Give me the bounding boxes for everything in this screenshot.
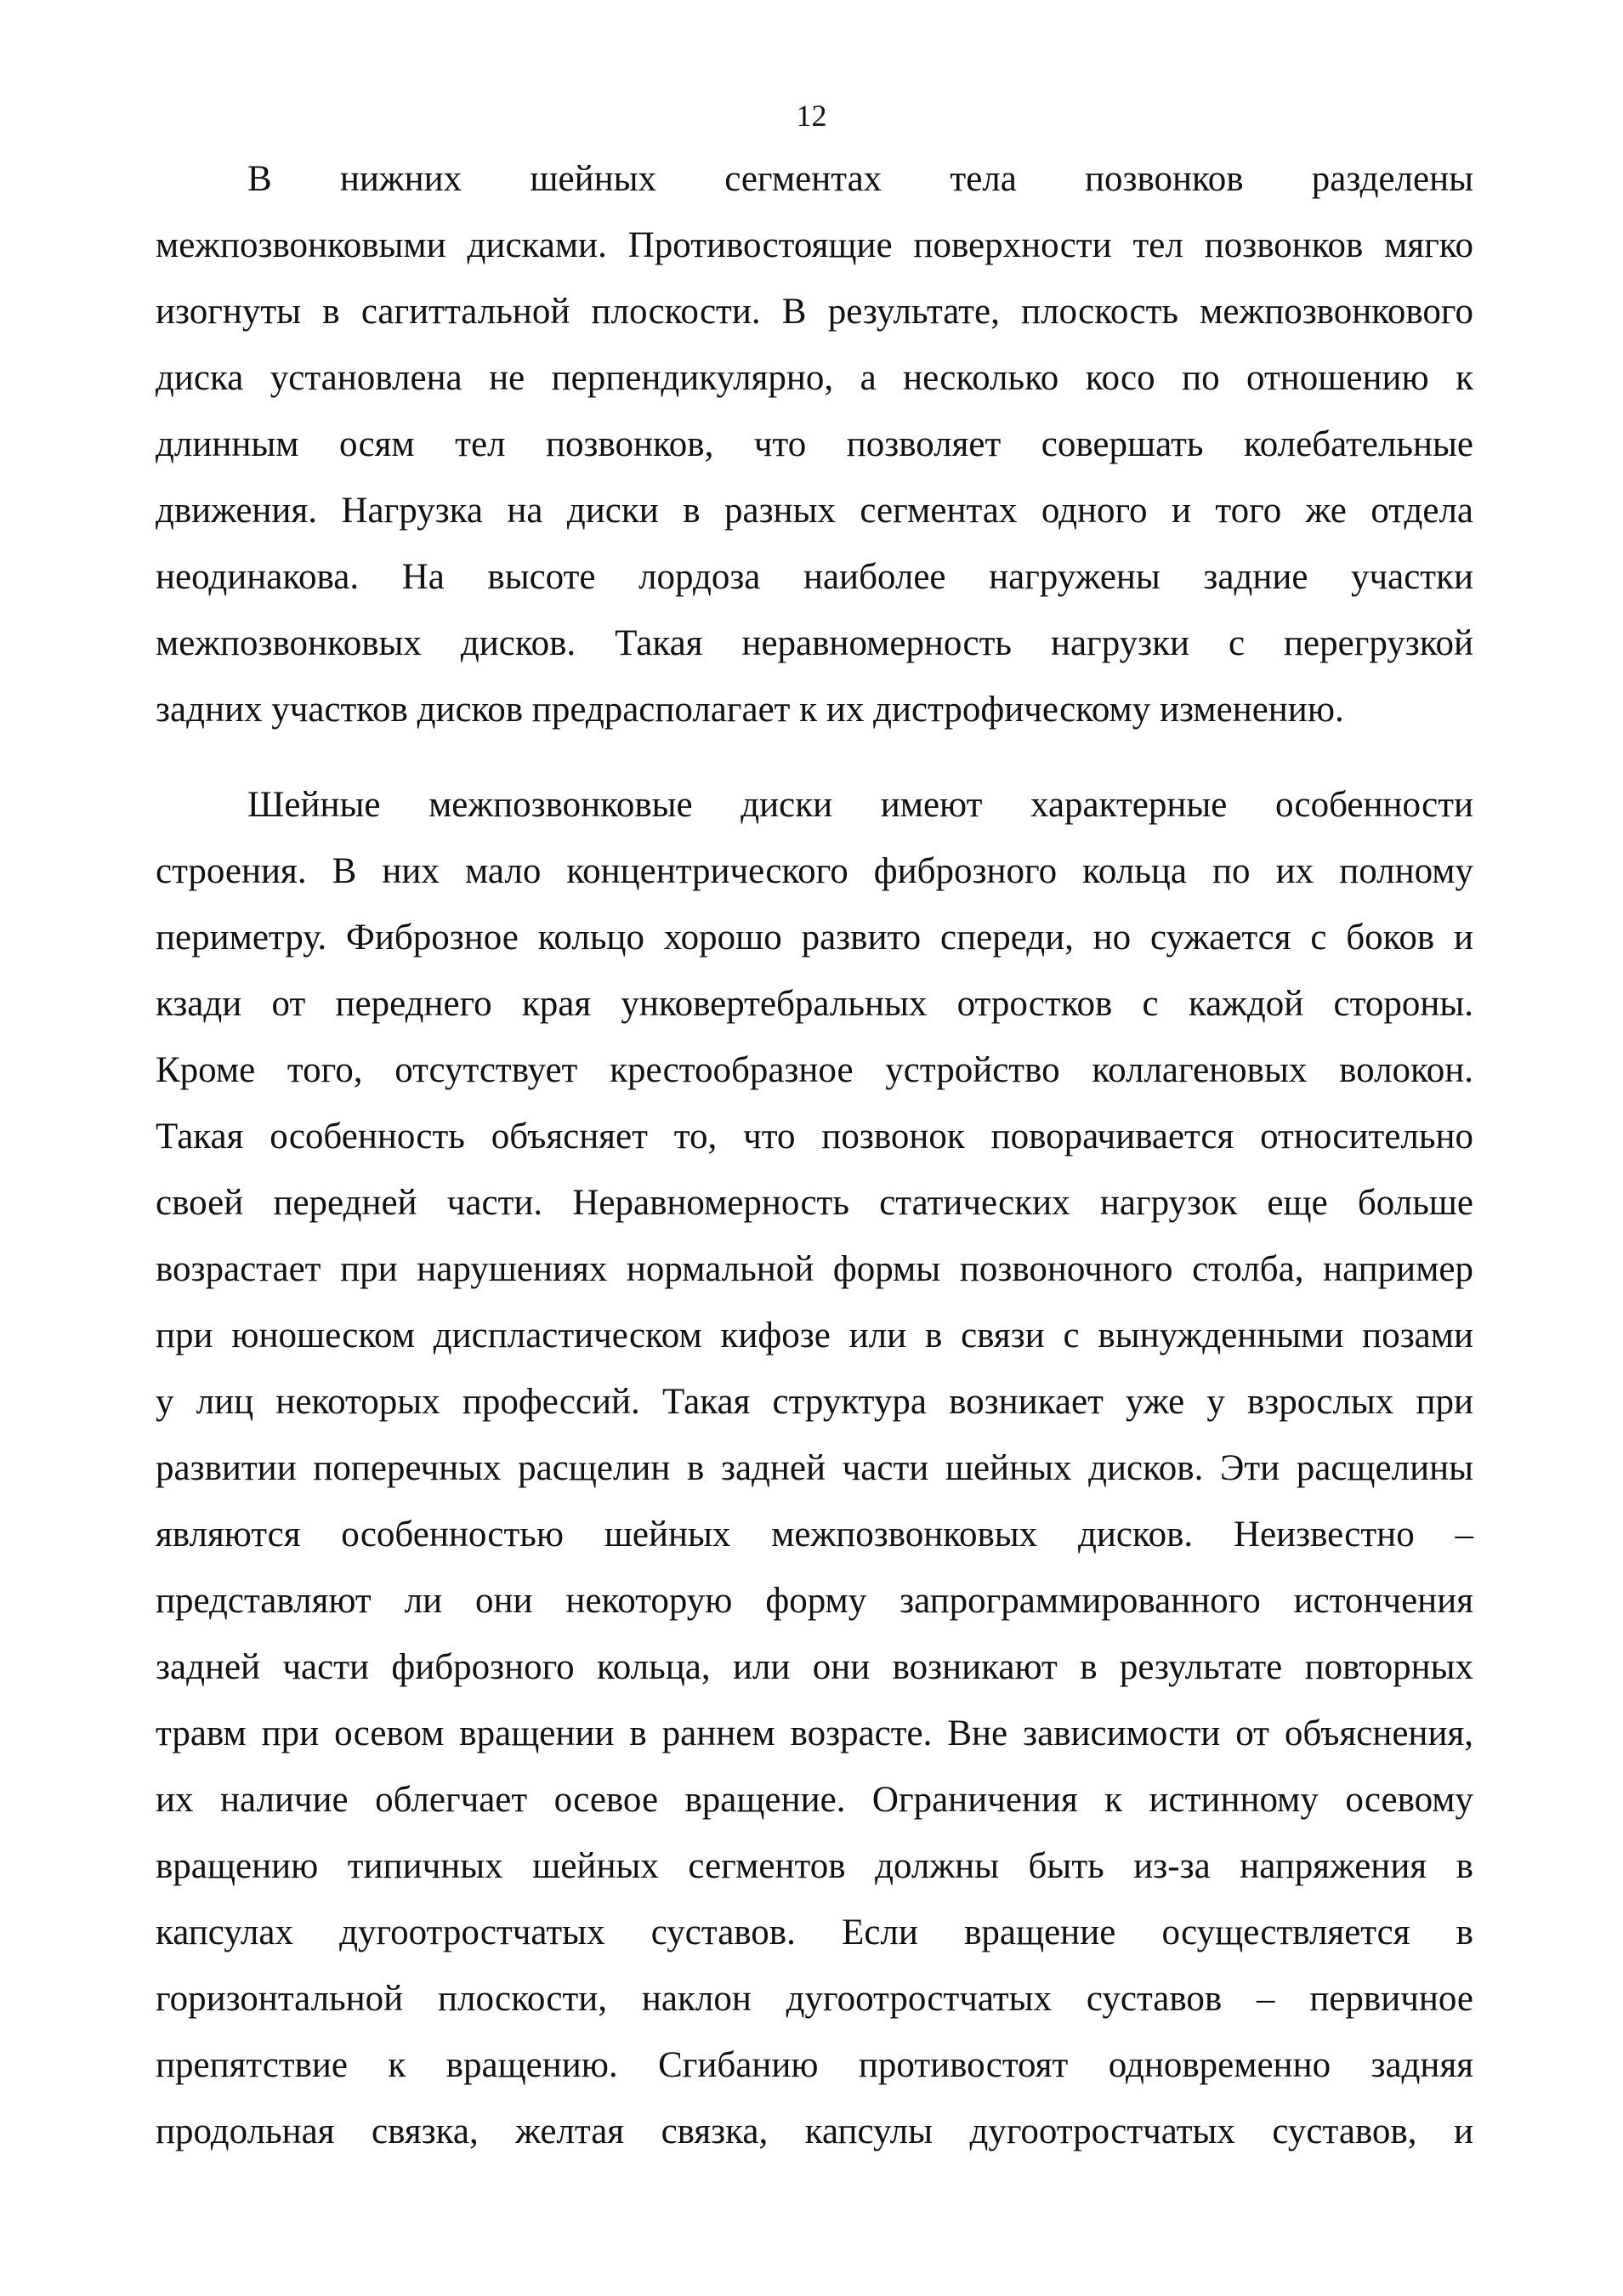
text-line: травм при осевом вращении в раннем возрасте. Вне зависимости от объяснения, bbox=[156, 1713, 1473, 1753]
text-line: капсулах дугоотростчатых суставов. Если вращение осуществляется в bbox=[156, 1912, 1473, 1952]
text-line: движения. Нагрузка на диски в разных сегментах одного и того же отдела bbox=[156, 491, 1473, 531]
text-line: продольная связка, желтая связка, капсулы дугоотростчатых суставов, и bbox=[156, 2111, 1473, 2151]
text-line: длинным осям тел позвонков, что позволяет совершать колебательные bbox=[156, 424, 1473, 464]
text-line: Шейные межпозвонковые диски имеют характерные особенности bbox=[247, 785, 1473, 825]
text-line: их наличие облегчает осевое вращение. Ограничения к истинному осевому bbox=[156, 1780, 1473, 1820]
text-line: изогнуты в сагиттальной плоскости. В результате, плоскость межпозвонкового bbox=[156, 292, 1473, 332]
text-line: Такая особенность объясняет то, что позвонок поворачивается относительно bbox=[156, 1117, 1473, 1157]
text-line: развитии поперечных расщелин в задней части шейных дисков. Эти расщелины bbox=[156, 1448, 1473, 1488]
text-line: кзади от переднего края унковертебральных отростков с каждой стороны. bbox=[156, 984, 1473, 1024]
text-line: строения. В них мало концентрического фиброзного кольца по их полному bbox=[156, 851, 1473, 891]
text-line: периметру. Фиброзное кольцо хорошо развито спереди, но сужается с боков и bbox=[156, 918, 1473, 958]
text-line: у лиц некоторых профессий. Такая структура возникает уже у взрослых при bbox=[156, 1382, 1473, 1422]
text-line: представляют ли они некоторую форму запрограммированного истончения bbox=[156, 1581, 1473, 1621]
text-line: возрастает при нарушениях нормальной формы позвоночного столба, например bbox=[156, 1249, 1473, 1289]
text-line: своей передней части. Неравномерность статических нагрузок еще больше bbox=[156, 1183, 1473, 1223]
text-line: задней части фиброзного кольца, или они возникают в результате повторных bbox=[156, 1647, 1473, 1687]
page-number: 12 bbox=[796, 99, 827, 133]
text-line: препятствие к вращению. Сгибанию противостоят одновременно задняя bbox=[156, 2045, 1473, 2085]
text-line: являются особенностью шейных межпозвонковых дисков. Неизвестно – bbox=[156, 1515, 1473, 1554]
text-line: при юношеском диспластическом кифозе или в связи с вынужденными позами bbox=[156, 1316, 1473, 1355]
text-line: горизонтальной плоскости, наклон дугоотростчатых суставов – первичное bbox=[156, 1979, 1473, 2019]
body-text bbox=[156, 146, 1473, 2165]
text-line: В нижних шейных сегментах тела позвонков разделены bbox=[247, 159, 1473, 199]
paragraph-1 bbox=[156, 146, 1473, 743]
text-line: межпозвонковых дисков. Такая неравномерность нагрузки с перегрузкой bbox=[156, 623, 1473, 663]
text-line: вращению типичных шейных сегментов должны быть из-за напряжения в bbox=[156, 1846, 1473, 1886]
text-line: неодинакова. На высоте лордоза наиболее нагружены задние участки bbox=[156, 557, 1473, 597]
text-line: задних участков дисков предрасполагает к их дистрофическому изменению. bbox=[156, 690, 1344, 730]
text-line: Кроме того, отсутствует крестообразное устройство коллагеновых волокон. bbox=[156, 1050, 1473, 1090]
text-line: диска установлена не перпендикулярно, а несколько косо по отношению к bbox=[156, 358, 1473, 398]
text-line: межпозвонковыми дисками. Противостоящие поверхности тел позвонков мягко bbox=[156, 225, 1473, 265]
paragraph-2 bbox=[156, 772, 1473, 2165]
